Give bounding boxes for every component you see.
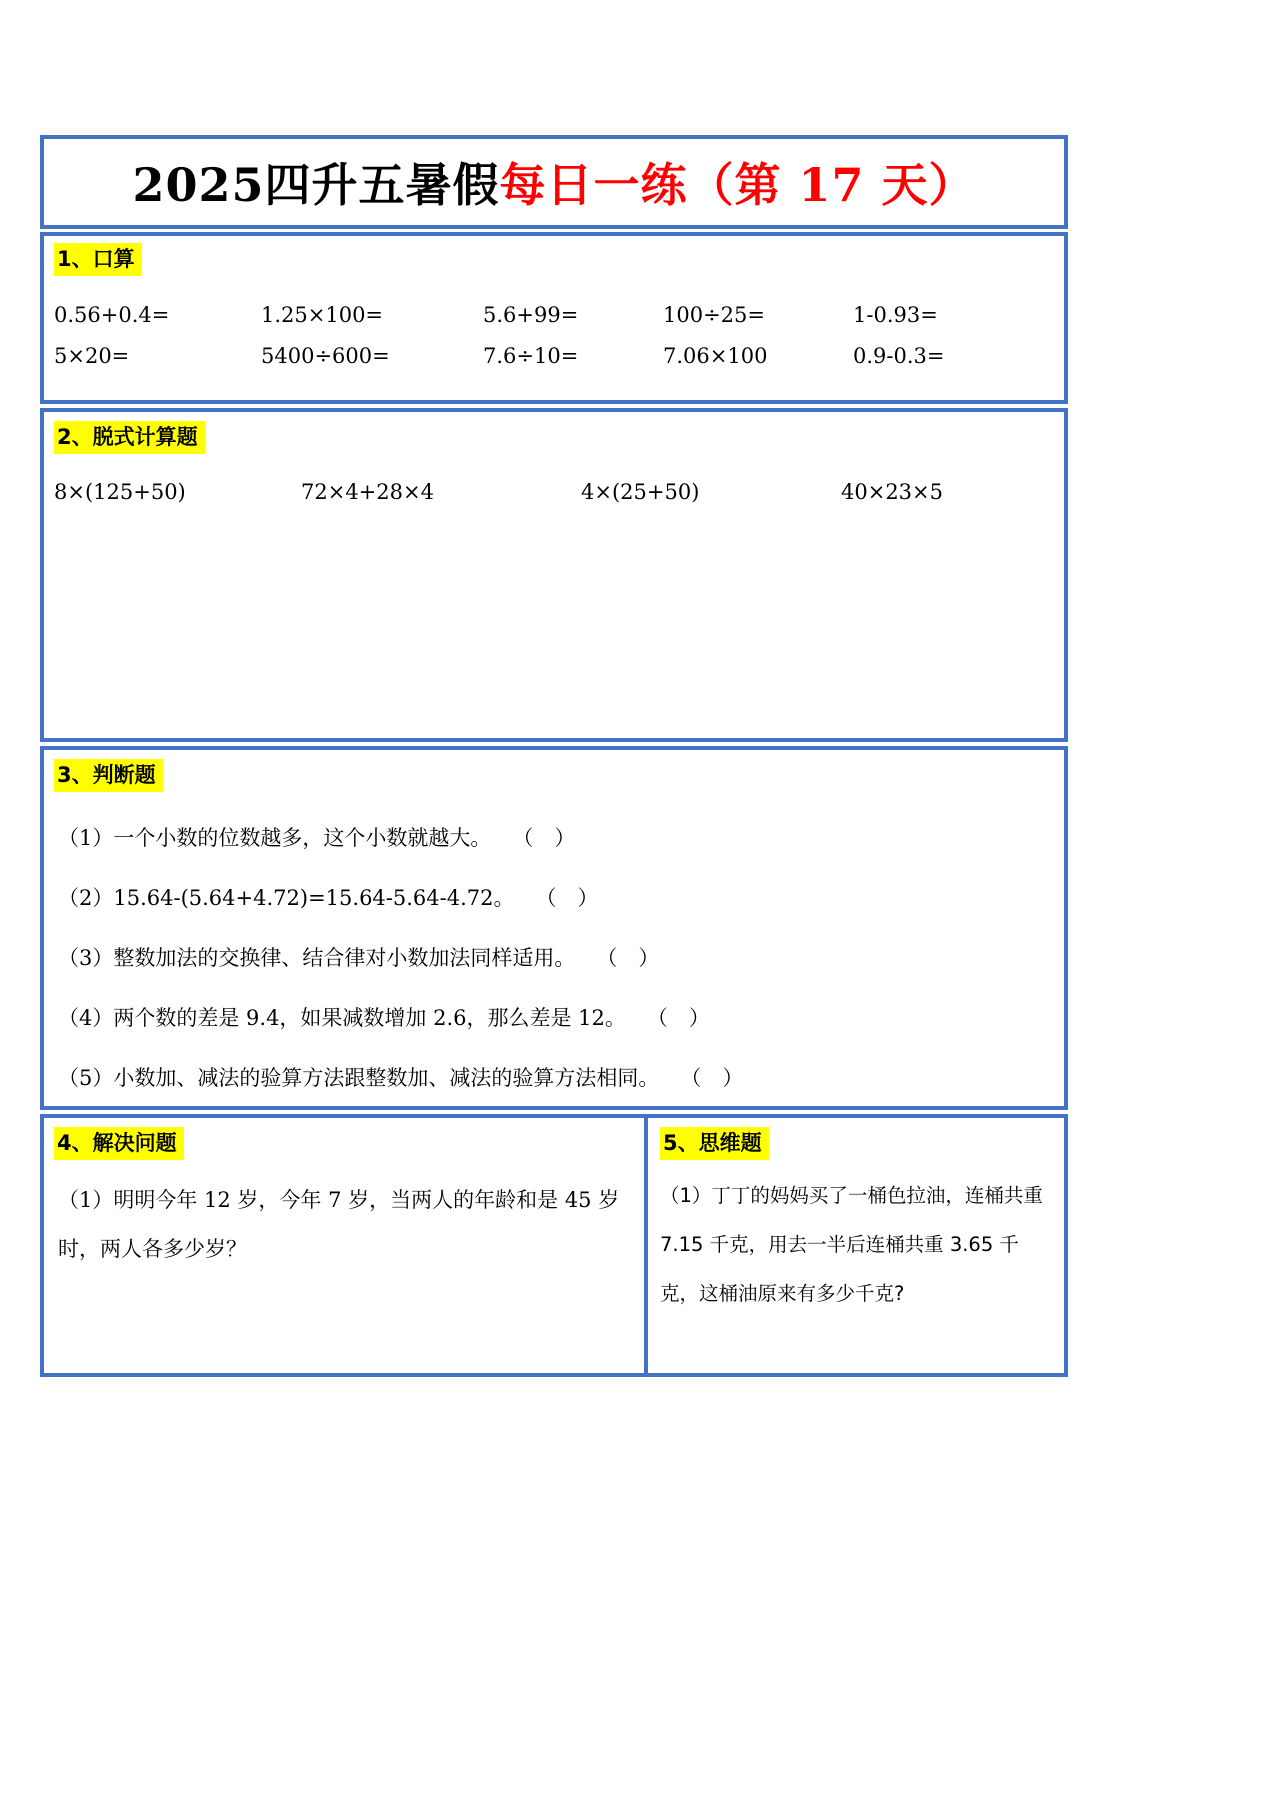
oral-row-1: [54, 303, 1054, 327]
section-oral-calculation: [40, 232, 1068, 404]
oral-problem: 5.6+99=: [483, 303, 579, 328]
stepwise-problem: 8×(125+50): [54, 480, 186, 505]
judge-item-5: （5）小数加、减法的验算方法跟整数加、减法的验算方法相同。 （ ）: [58, 1066, 744, 1091]
section-judge-label: 3、判断题: [54, 759, 163, 792]
oral-row-2: [54, 344, 1054, 368]
oral-problem: 1-0.93=: [853, 303, 938, 328]
oral-problem: 5×20=: [54, 344, 130, 369]
page-title: [132, 149, 975, 215]
oral-problem: 1.25×100=: [261, 303, 384, 328]
stepwise-problem: 72×4+28×4: [301, 480, 434, 505]
judge-item-2: （2）15.64-(5.64+4.72)=15.64-5.64-4.72。 （ ）: [58, 886, 599, 911]
judge-item-4: （4）两个数的差是 9.4，如果减数增加 2.6，那么差是 12。 （ ）: [58, 1006, 710, 1031]
section-oral-label: 1、口算: [54, 243, 142, 276]
stepwise-problems-row: [54, 480, 1054, 504]
thinking-item-1: （1）丁丁的妈妈买了一桶色拉油，连桶共重 7.15 千克，用去一半后连桶共重 3.65 千克，这桶油原来有多少千克?: [660, 1184, 1043, 1305]
oral-problem: 7.6÷10=: [483, 344, 579, 369]
oral-problem: 0.56+0.4=: [54, 303, 170, 328]
solve-item-1: （1）明明今年 12 岁，今年 7 岁，当两人的年龄和是 45 岁时，两人各多少岁？: [58, 1188, 620, 1261]
stepwise-problem: 40×23×5: [841, 480, 943, 505]
section-bottom-row: [40, 1114, 1068, 1377]
title-box: [40, 135, 1068, 229]
section-stepwise-label: 2、脱式计算题: [54, 421, 205, 454]
section-judge: [40, 746, 1068, 1110]
judge-item-3: （3）整数加法的交换律、结合律对小数加法同样适用。 （ ）: [58, 946, 660, 971]
section-stepwise-calculation: [40, 408, 1068, 742]
oral-problem: 5400÷600=: [261, 344, 390, 369]
oral-problem: 7.06×100: [663, 344, 768, 369]
judge-item-1: （1）一个小数的位数越多，这个小数就越大。 （ ）: [58, 826, 576, 851]
section-thinking-label: 5、思维题: [660, 1127, 769, 1160]
section-solve-label: 4、解决问题: [54, 1127, 184, 1160]
section-solve-problems: [44, 1118, 644, 1373]
oral-problem: 0.9-0.3=: [853, 344, 945, 369]
page-title-black: 2025四升五暑假: [132, 158, 500, 212]
page-title-red: 每日一练（第 17 天）: [499, 158, 976, 212]
oral-problem: 100÷25=: [663, 303, 765, 328]
stepwise-problem: 4×(25+50): [581, 480, 700, 505]
section-thinking: [644, 1118, 1064, 1373]
